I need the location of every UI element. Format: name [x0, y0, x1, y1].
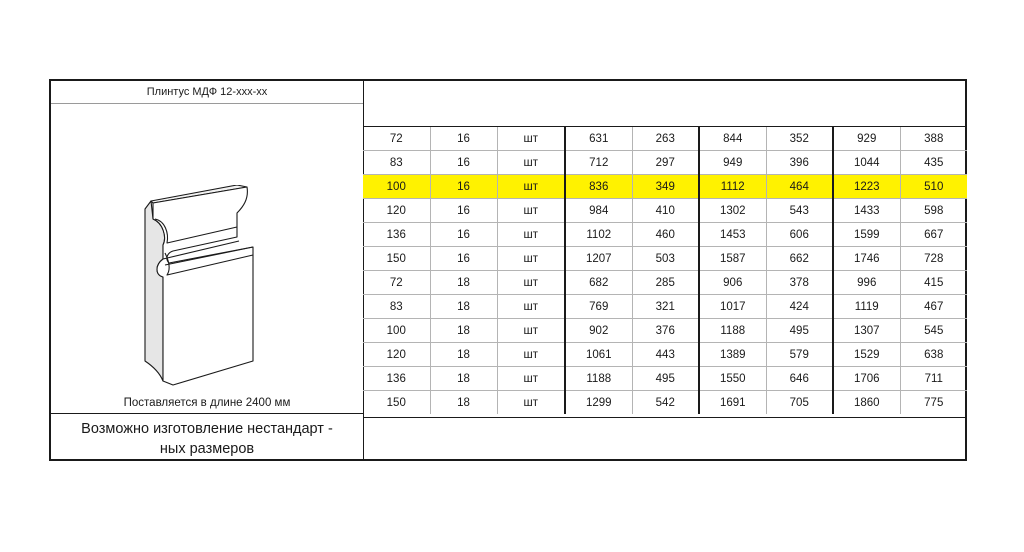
table-cell: 542	[632, 391, 699, 415]
table-cell: 16	[430, 151, 497, 175]
table-cell: 16	[430, 127, 497, 151]
table-cell: 495	[766, 319, 833, 343]
table-cell: 503	[632, 247, 699, 271]
table-footer-area	[363, 417, 967, 462]
table-row	[363, 391, 967, 415]
table-cell: 16	[430, 223, 497, 247]
table-cell: 72	[363, 127, 430, 151]
table-cell: 902	[565, 319, 632, 343]
custom-sizes-note	[51, 413, 363, 461]
table-cell: 545	[900, 319, 967, 343]
table-cell: 711	[900, 367, 967, 391]
table-cell: 1102	[565, 223, 632, 247]
table-cell: 682	[565, 271, 632, 295]
table-cell: 1389	[699, 343, 766, 367]
table-cell: 662	[766, 247, 833, 271]
table-row	[363, 343, 967, 367]
price-table-frame	[49, 79, 967, 461]
table-cell: 1188	[699, 319, 766, 343]
table-cell: 18	[430, 319, 497, 343]
product-info-column	[51, 81, 364, 461]
table-cell: 83	[363, 151, 430, 175]
table-cell: 1017	[699, 295, 766, 319]
table-cell: 150	[363, 391, 430, 415]
table-cell: 378	[766, 271, 833, 295]
table-cell: 100	[363, 175, 430, 199]
table-row	[363, 175, 967, 199]
table-row	[363, 319, 967, 343]
table-cell: 1302	[699, 199, 766, 223]
table-cell: 579	[766, 343, 833, 367]
table-row	[363, 127, 967, 151]
table-cell: 1112	[699, 175, 766, 199]
table-cell: 598	[900, 199, 967, 223]
table-cell: 376	[632, 319, 699, 343]
table-cell: 1433	[833, 199, 900, 223]
table-cell: 18	[430, 391, 497, 415]
table-cell: 667	[900, 223, 967, 247]
table-row	[363, 223, 967, 247]
table-cell: 1044	[833, 151, 900, 175]
table-cell: 996	[833, 271, 900, 295]
table-cell: 1550	[699, 367, 766, 391]
table-cell: 646	[766, 367, 833, 391]
table-cell: 1299	[565, 391, 632, 415]
table-cell: 1746	[833, 247, 900, 271]
table-cell: 18	[430, 367, 497, 391]
table-cell: 396	[766, 151, 833, 175]
table-cell: 906	[699, 271, 766, 295]
table-cell: шт	[497, 271, 565, 295]
table-cell: 100	[363, 319, 430, 343]
table-cell: 606	[766, 223, 833, 247]
table-cell: 388	[900, 127, 967, 151]
table-cell: 18	[430, 343, 497, 367]
baseboard-profile-drawing	[141, 185, 301, 393]
table-cell: шт	[497, 295, 565, 319]
table-cell: 949	[699, 151, 766, 175]
table-cell: 1691	[699, 391, 766, 415]
table-cell: 467	[900, 295, 967, 319]
table-cell: шт	[497, 391, 565, 415]
table-cell: 638	[900, 343, 967, 367]
table-row	[363, 367, 967, 391]
table-cell: 136	[363, 223, 430, 247]
table-cell: 844	[699, 127, 766, 151]
product-title: Плинтус МДФ 12-xxx-xx	[51, 81, 363, 104]
table-row	[363, 199, 967, 223]
table-cell: шт	[497, 367, 565, 391]
table-cell: 352	[766, 127, 833, 151]
table-cell: шт	[497, 127, 565, 151]
table-cell: 1223	[833, 175, 900, 199]
table-cell: 510	[900, 175, 967, 199]
table-cell: 1529	[833, 343, 900, 367]
table-cell: 1453	[699, 223, 766, 247]
table-cell: 1599	[833, 223, 900, 247]
table-cell: 443	[632, 343, 699, 367]
table-row	[363, 247, 967, 271]
table-cell: 120	[363, 343, 430, 367]
table-cell: 16	[430, 175, 497, 199]
table-cell: 349	[632, 175, 699, 199]
table-cell: 263	[632, 127, 699, 151]
table-cell: 16	[430, 199, 497, 223]
table-cell: 775	[900, 391, 967, 415]
table-header-area	[363, 81, 967, 125]
table-cell: 16	[430, 247, 497, 271]
table-cell: шт	[497, 151, 565, 175]
table-cell: шт	[497, 223, 565, 247]
table-cell: 83	[363, 295, 430, 319]
table-cell: 1706	[833, 367, 900, 391]
table-cell: 18	[430, 271, 497, 295]
table-cell: 410	[632, 199, 699, 223]
table-cell: 1207	[565, 247, 632, 271]
table-cell: 120	[363, 199, 430, 223]
table-cell: 72	[363, 271, 430, 295]
price-table-body	[363, 127, 967, 415]
table-cell: 984	[565, 199, 632, 223]
table-cell: 321	[632, 295, 699, 319]
table-cell: 1188	[565, 367, 632, 391]
table-cell: 1061	[565, 343, 632, 367]
table-cell: 424	[766, 295, 833, 319]
price-table	[363, 126, 967, 414]
table-cell: 285	[632, 271, 699, 295]
table-cell: шт	[497, 199, 565, 223]
custom-sizes-note-line-2: ных размеров	[159, 441, 255, 457]
table-cell: 297	[632, 151, 699, 175]
table-cell: 136	[363, 367, 430, 391]
table-cell: 18	[430, 295, 497, 319]
table-cell: 929	[833, 127, 900, 151]
table-cell: 836	[565, 175, 632, 199]
table-cell: 1860	[833, 391, 900, 415]
table-cell: 464	[766, 175, 833, 199]
table-row	[363, 295, 967, 319]
custom-sizes-note-line-1: Возможно изготовление нестандарт -	[81, 421, 333, 437]
table-cell: 1587	[699, 247, 766, 271]
table-cell: 712	[565, 151, 632, 175]
table-cell: 1307	[833, 319, 900, 343]
table-cell: 415	[900, 271, 967, 295]
table-row	[363, 151, 967, 175]
table-cell: 435	[900, 151, 967, 175]
table-cell: 543	[766, 199, 833, 223]
table-cell: 769	[565, 295, 632, 319]
table-row	[363, 271, 967, 295]
table-cell: 631	[565, 127, 632, 151]
table-cell: шт	[497, 343, 565, 367]
table-cell: 705	[766, 391, 833, 415]
table-cell: 460	[632, 223, 699, 247]
table-cell: шт	[497, 175, 565, 199]
table-cell: 495	[632, 367, 699, 391]
table-cell: шт	[497, 319, 565, 343]
table-cell: 728	[900, 247, 967, 271]
table-cell: 150	[363, 247, 430, 271]
table-cell: шт	[497, 247, 565, 271]
table-cell: 1119	[833, 295, 900, 319]
delivery-length-note: Поставляется в длине 2400 мм	[123, 397, 291, 409]
